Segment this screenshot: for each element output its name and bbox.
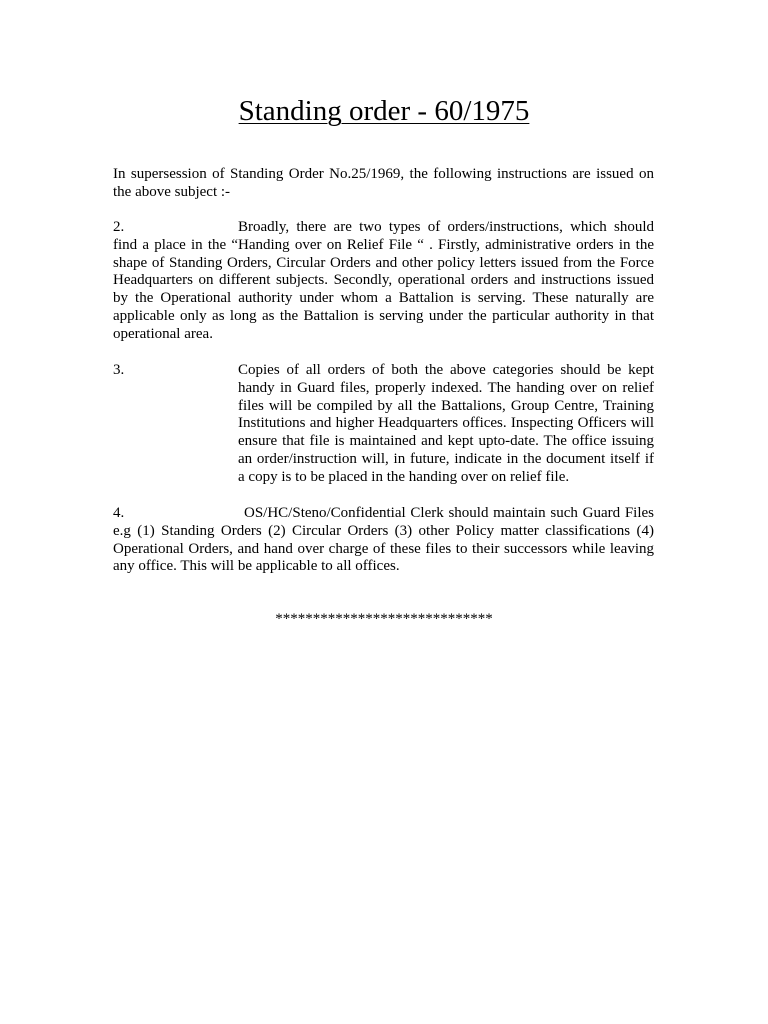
paragraph-text: Broadly, there are two types of orders/instructions, which should find a place in the “Handing over on Relief File “ . Firstly, administrative orders in the shape of Standing Orders, Circular Orders and other policy letters issued from the Force Headquarters on different subjects. Secondly, operational orders and instructions issued by the Operational authority under whom a Battalion is serving. These naturally are applicable only as long as the Battalion is serving under the particular authority in that operational area.: [113, 219, 654, 342]
paragraph-number: 3.: [113, 362, 125, 378]
paragraph-3: [113, 362, 654, 487]
end-marker: *****************************: [275, 611, 493, 627]
paragraph-number: 2.: [113, 219, 125, 235]
paragraph-number: 4.: [113, 505, 125, 521]
intro-paragraph: In supersession of Standing Order No.25/1969, the following instructions are issued on the above subject :-: [113, 166, 654, 200]
paragraph-text: Copies of all orders of both the above categories should be kept handy in Guard files, properly indexed. The handing over on relief files will be compiled by all the Battalions, Group Centre, Training Institutions and higher Headquarters offices. Inspecting Officers will ensure that file is maintained and kept upto-date. The office issuing an order/instruction will, in future, indicate in the document itself if a copy is to be placed in the handing over on relief file.: [238, 362, 654, 485]
paragraph-text: OS/HC/Steno/Confidential Clerk should maintain such Guard Files e.g (1) Standing Orders (2) Circular Orders (3) other Policy matter classifications (4) Operational Orders, and hand over charge of these files to their successors while leaving any office. This will be applicable to all offices.: [113, 505, 654, 575]
paragraph-2: [113, 219, 654, 344]
document-title: Standing order - 60/1975: [238, 95, 530, 127]
paragraph-4: [113, 505, 654, 576]
